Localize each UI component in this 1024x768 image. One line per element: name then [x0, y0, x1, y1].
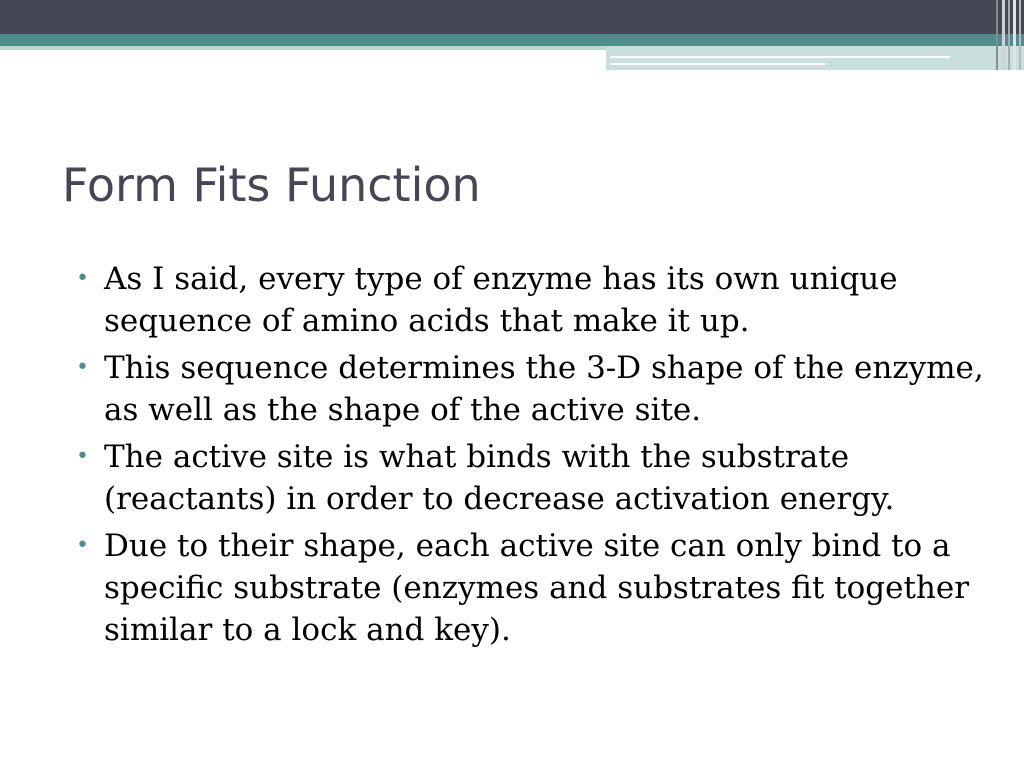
header-accent-line: [610, 56, 950, 58]
header-band-dark: [0, 0, 1024, 34]
bullet-list: [74, 258, 984, 656]
bullet-item: [74, 525, 984, 651]
bullet-text: Due to their shape, each active site can only bind to a specific substrate (enzymes and substrates fit together similar to a lock and key).: [104, 528, 970, 648]
bullet-dot-icon: •: [76, 266, 89, 291]
header-band-light-left: [0, 46, 606, 50]
bullet-text: This sequence determines the 3-D shape of the enzyme, as well as the shape of the active site.: [104, 350, 984, 428]
header-band-light-right: [606, 46, 1024, 70]
header-stripe: [996, 0, 998, 70]
header-stripe: [1019, 0, 1021, 70]
header-stripe: [1002, 0, 1005, 70]
bullet-dot-icon: •: [76, 444, 89, 469]
header-stripe: [1008, 0, 1010, 70]
bullet-item: [74, 436, 984, 520]
bullet-item: [74, 347, 984, 431]
slide-title: Form Fits Function: [62, 158, 481, 212]
bullet-dot-icon: •: [76, 533, 89, 558]
bullet-dot-icon: •: [76, 355, 89, 380]
header-stripe: [1013, 0, 1016, 70]
header-accent-line-short: [610, 63, 825, 65]
bullet-text: The active site is what binds with the substrate (reactants) in order to decrease activation energy.: [104, 439, 895, 517]
header-band-teal: [0, 34, 1024, 46]
bullet-text: As I said, every type of enzyme has its own unique sequence of amino acids that make it up.: [104, 261, 898, 339]
bullet-item: [74, 258, 984, 342]
